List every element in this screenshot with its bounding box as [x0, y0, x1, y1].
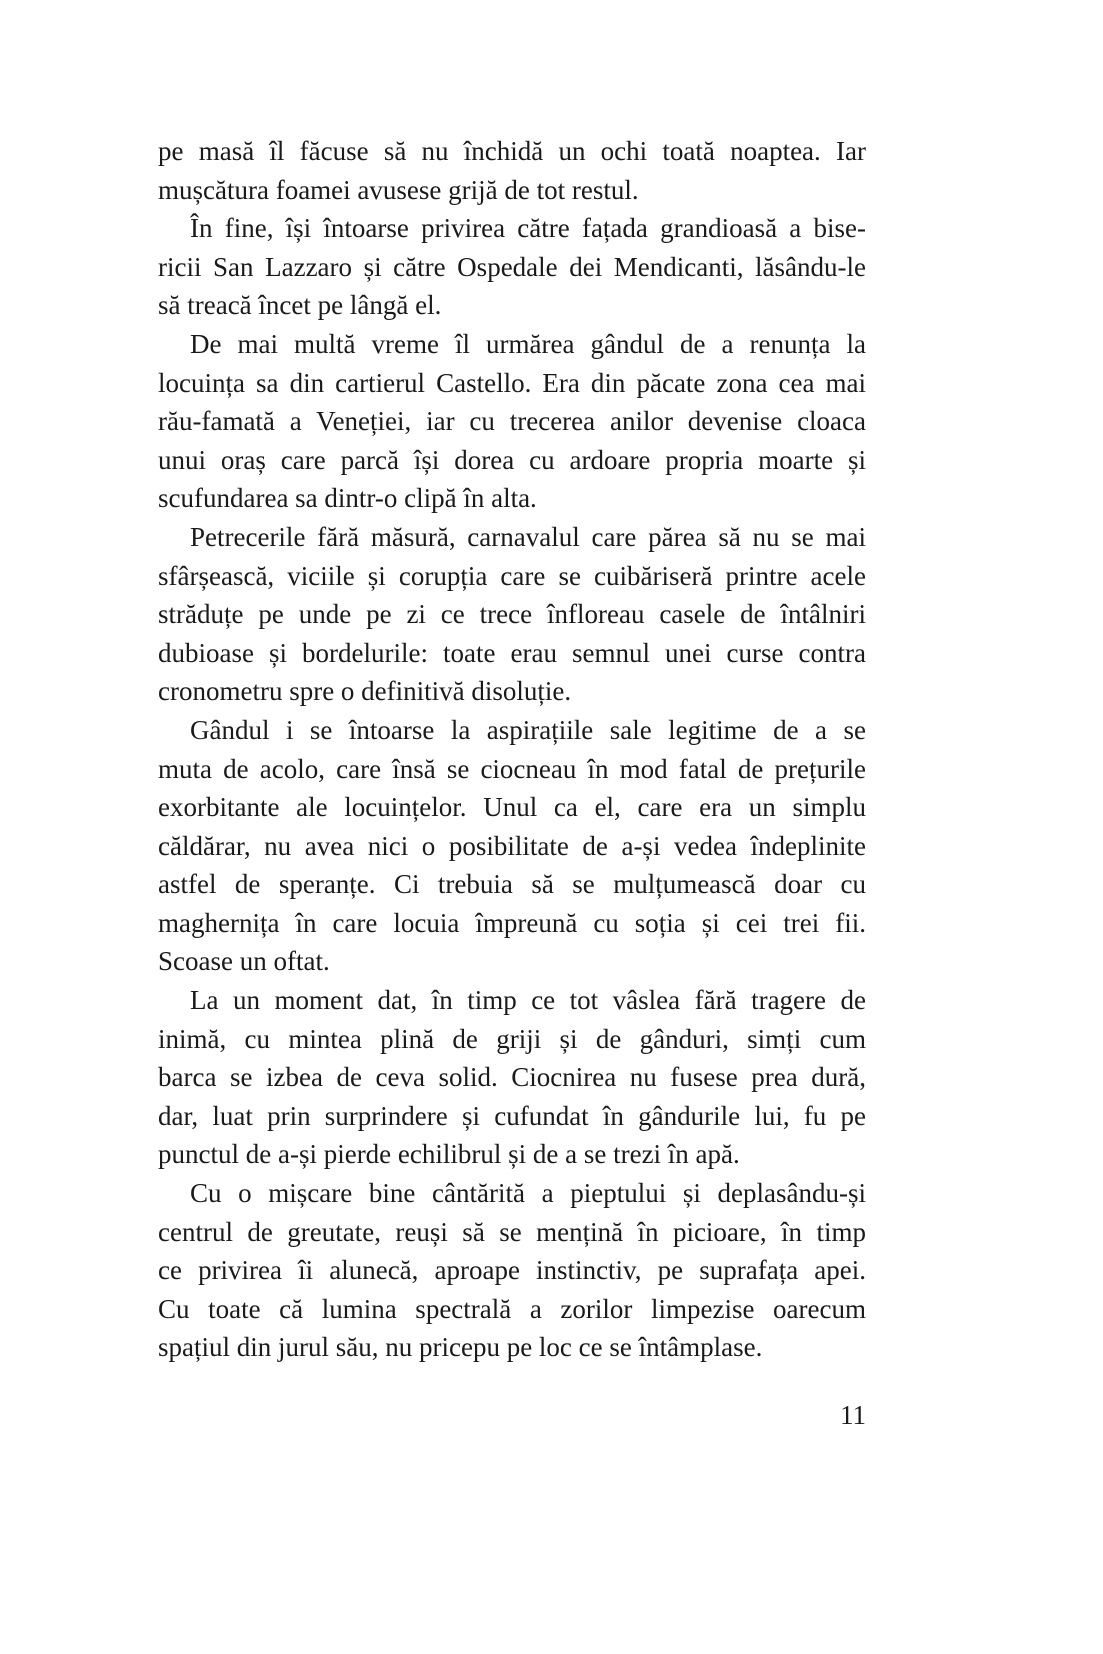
text-line: maghernița în care locuia împreună cu soția și cei trei fii.: [158, 907, 866, 938]
text-line: Scoase un oftat.: [158, 946, 330, 977]
text-line: mușcătura foamei avusese grijă de tot restul.: [158, 174, 639, 205]
text-line: Cu o mișcare bine cântărită a pieptului și deplasându-și: [190, 1178, 866, 1209]
text-line: ce privirea îi alunecă, aproape instinctiv, pe suprafața apei.: [158, 1255, 866, 1286]
page-number: 11: [840, 1400, 866, 1430]
text-line: rău-famată a Veneției, iar cu trecerea anilor devenise cloaca: [158, 406, 866, 437]
text-line: Cu toate că lumina spectrală a zorilor limpezise oarecum: [158, 1293, 866, 1324]
text-line: astfel de speranțe. Ci trebuia să se mulțumească doar cu: [158, 869, 866, 900]
paragraph: [158, 132, 866, 209]
text-line: să treacă încet pe lângă el.: [158, 290, 442, 321]
text-line: centrul de greutate, reuși să se mențină în picioare, în timp: [158, 1216, 866, 1247]
text-line: pe masă îl făcuse să nu închidă un ochi toată noaptea. Iar: [158, 136, 866, 166]
text-line: Petrecerile fără măsură, carnavalul care părea să nu se mai: [190, 521, 866, 552]
text-line: cronometru spre o definitivă disoluție.: [158, 676, 572, 707]
text-line: barca se izbea de ceva solid. Ciocnirea nu fusese prea dură,: [158, 1062, 866, 1093]
text-line: dubioase și bordelurile: toate erau semnul unei curse contra: [158, 637, 866, 668]
text-line: căldărar, nu avea nici o posibilitate de a-și vedea îndeplinite: [158, 830, 866, 861]
text-line: străduțe pe unde pe zi ce trece înfloreau casele de întâlniri: [158, 599, 866, 630]
text-line: exorbitante ale locuințelor. Unul ca el, care era un simplu: [158, 792, 866, 823]
text-line: locuința sa din cartierul Castello. Era din păcate zona cea mai: [158, 367, 866, 398]
text-line: ricii San Lazzaro și către Ospedale dei Mendicanti, lăsându-le: [158, 251, 866, 282]
text-line: scufundarea sa dintr-o clipă în alta.: [158, 483, 537, 514]
paragraph: [158, 711, 866, 981]
paragraph: [158, 981, 866, 1174]
text-line: punctul de a-și pierde echilibrul și de a se trezi în apă.: [158, 1139, 740, 1170]
paragraph: [158, 209, 866, 325]
text-line: În fine, își întoarse privirea către fațada grandioasă a bise-: [190, 213, 866, 244]
paragraph: [158, 325, 866, 518]
page-body-text: [158, 132, 866, 1367]
text-line: sfârșească, viciile și corupția care se cuibăriseră printre acele: [158, 560, 866, 591]
text-line: La un moment dat, în timp ce tot vâslea fără tragere de: [190, 985, 866, 1016]
paragraph: [158, 518, 866, 711]
text-line: spațiul din jurul său, nu pricepu pe loc ce se întâmplase.: [158, 1332, 763, 1363]
text-line: inimă, cu mintea plină de griji și de gânduri, simți cum: [158, 1023, 866, 1054]
paragraph: [158, 1174, 866, 1367]
text-line: muta de acolo, care însă se ciocneau în mod fatal de prețurile: [158, 753, 866, 784]
text-line: De mai multă vreme îl urmărea gândul de a renunța la: [190, 328, 866, 359]
text-line: unui oraș care parcă își dorea cu ardoare propria moarte și: [158, 444, 866, 475]
text-line: dar, luat prin surprindere și cufundat în gândurile lui, fu pe: [158, 1100, 866, 1131]
text-line: Gândul i se întoarse la aspirațiile sale legitime de a se: [190, 714, 866, 745]
